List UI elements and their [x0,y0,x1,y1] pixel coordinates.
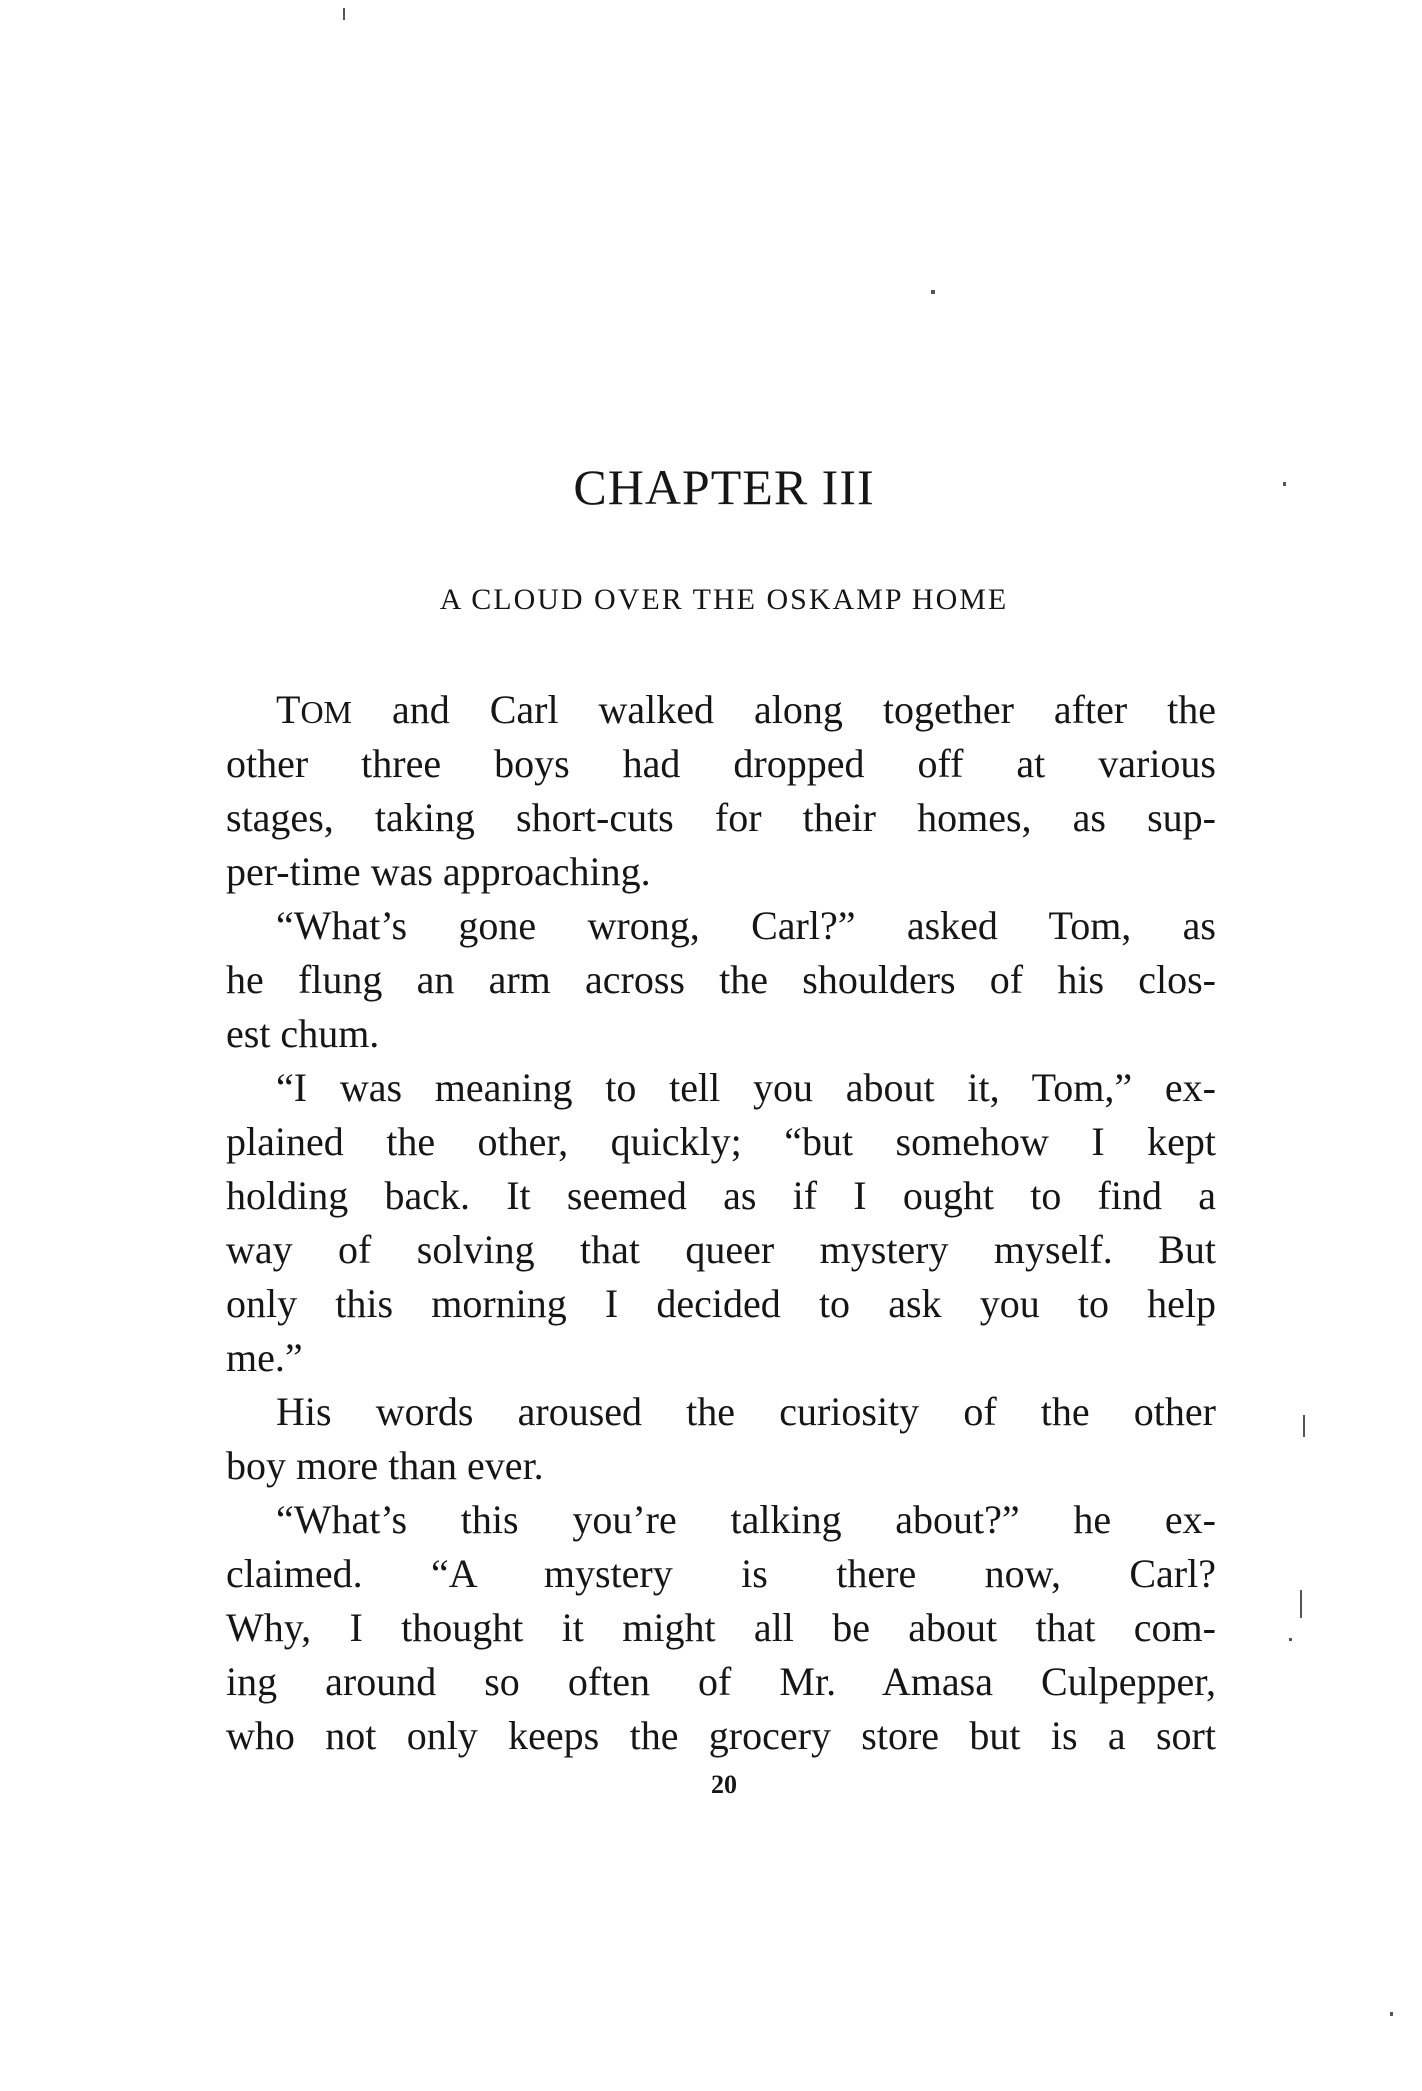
text-line: ing around so often of Mr. Amasa Culpepper, [226,1659,1216,1704]
scan-speck [1283,482,1286,486]
text-line: boy more than ever. [226,1443,544,1488]
text-line: stages, taking short-cuts for their homes, as sup- [226,795,1216,840]
text-line: claimed. “A mystery is there now, Carl? [226,1551,1216,1596]
scan-speck [1390,2012,1393,2016]
drop-word-smallcaps: OM [300,694,352,730]
scan-speck [931,290,935,294]
scan-speck [343,8,345,20]
text-line: “What’s this you’re talking about?” he ex- [276,1497,1216,1542]
text-line: who not only keeps the grocery store but is a sort [226,1713,1216,1758]
text-line: only this morning I decided to ask you to help [226,1281,1216,1326]
body-text [226,683,1216,1763]
text-line: me.” [226,1335,303,1380]
scan-speck [1289,1638,1292,1641]
drop-word-cap: T [276,687,301,732]
text-line: other three boys had dropped off at various [226,741,1216,786]
text-line: “I was meaning to tell you about it, Tom,” ex- [276,1065,1216,1110]
text-line: holding back. It seemed as if I ought to find a [226,1173,1216,1218]
text-line: est chum. [226,1011,380,1056]
text-line: “What’s gone wrong, Carl?” asked Tom, as [276,903,1216,948]
text-line: way of solving that queer mystery myself. But [226,1227,1216,1272]
page-number: 20 [711,1770,737,1799]
scan-speck [1300,1590,1302,1618]
text-line: Why, I thought it might all be about that com- [226,1605,1216,1650]
chapter-subtitle: A CLOUD OVER THE OSKAMP HOME [439,583,1009,616]
text-line: His words aroused the curiosity of the other [276,1389,1216,1434]
chapter-title: CHAPTER III [573,459,875,515]
text-line: he flung an arm across the shoulders of his clos- [226,957,1216,1002]
scan-speck [1303,1415,1305,1437]
text-line: plained the other, quickly; “but somehow I kept [226,1119,1216,1164]
text-line: per-time was approaching. [226,849,651,894]
text-line: TOM and Carl walked along together after the [276,687,1216,732]
